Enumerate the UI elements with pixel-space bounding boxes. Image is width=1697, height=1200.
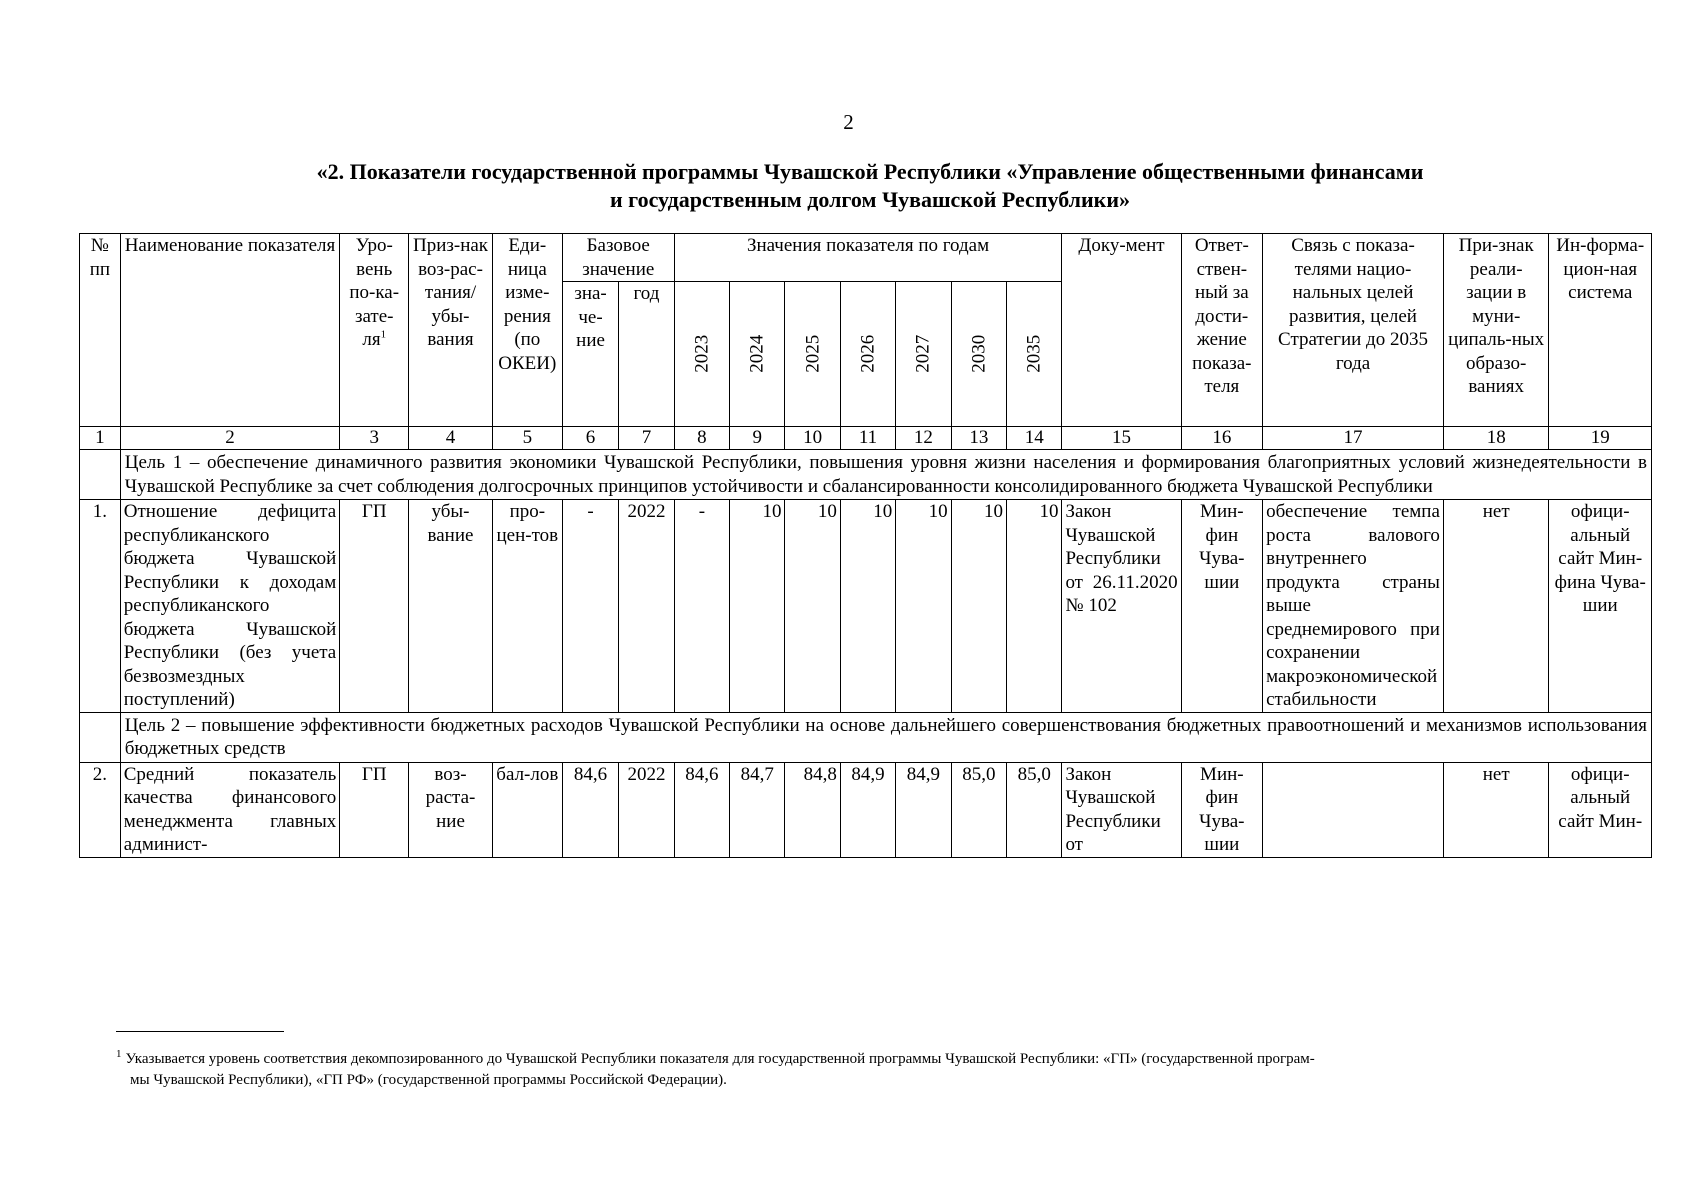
row-value: 10 — [951, 500, 1006, 713]
column-number: 1 — [80, 427, 121, 450]
header-year: 2027 — [896, 282, 951, 427]
row-value: 10 — [730, 500, 785, 713]
row-base-value: 84,6 — [562, 762, 618, 857]
row-value: 84,8 — [785, 762, 840, 857]
footnote — [116, 1044, 1596, 1091]
column-number: 15 — [1062, 427, 1181, 450]
table-row — [80, 762, 1652, 857]
row-unit: про-цен-тов — [492, 500, 562, 713]
row-responsible: Мин-фин Чува-шии — [1181, 762, 1263, 857]
header-link: Связь с показа-телями нацио-нальных целей развития, целей Стратегии до 2035 года — [1263, 234, 1444, 427]
header-info-system: Ин-форма-цион-ная система — [1549, 234, 1652, 427]
row-municipal: нет — [1443, 762, 1549, 857]
row-info-system: офици-альный сайт Мин-фина Чува-шии — [1549, 500, 1652, 713]
header-year: 2024 — [730, 282, 785, 427]
column-number: 10 — [785, 427, 840, 450]
goal-spacer — [80, 712, 121, 762]
column-number: 2 — [120, 427, 339, 450]
header-year: 2035 — [1007, 282, 1062, 427]
column-number-row — [80, 427, 1652, 450]
row-value: 84,7 — [730, 762, 785, 857]
column-number: 3 — [340, 427, 409, 450]
row-value: 10 — [785, 500, 840, 713]
column-number: 5 — [492, 427, 562, 450]
page-title — [130, 158, 1610, 214]
row-document: Закон Чувашской Республики от 26.11.2020 № 102 — [1062, 500, 1181, 713]
row-link — [1263, 762, 1444, 857]
footnote-line-1: $^1$ Указывается уровень соответствия декомпозированного до Чувашской Республики показателя для государственной программы Чувашской Республики: «ГП» (государственной програм- — [116, 1048, 1315, 1067]
column-number: 9 — [730, 427, 785, 450]
header-base-year: год — [619, 282, 674, 427]
column-number: 18 — [1443, 427, 1549, 450]
footnote-line-2: мы Чувашской Республики), «ГП РФ» (государственной программы Российской Федерации). — [130, 1072, 727, 1088]
footnote-divider — [116, 1031, 284, 1032]
column-number: 4 — [409, 427, 493, 450]
title-line-1: «2. Показатели государственной программы Чувашской Республики «Управление общественными финансами — [316, 159, 1424, 184]
row-value: 84,9 — [896, 762, 951, 857]
column-number: 19 — [1549, 427, 1652, 450]
indicators-table — [79, 233, 1652, 858]
goal-row — [80, 712, 1652, 762]
header-no: № пп — [80, 234, 121, 427]
table-row — [80, 500, 1652, 713]
column-number: 13 — [951, 427, 1006, 450]
header-row — [80, 234, 1652, 282]
row-name: Средний показатель качества финансового менеджмента главных админист- — [120, 762, 339, 857]
goal-row — [80, 450, 1652, 500]
row-value: 84,9 — [840, 762, 895, 857]
header-responsible: Ответ-ствен-ный за дости-жение показа-теля — [1181, 234, 1263, 427]
row-no: 2. — [80, 762, 121, 857]
row-level: ГП — [340, 762, 409, 857]
column-number: 8 — [674, 427, 729, 450]
column-number: 17 — [1263, 427, 1444, 450]
footnote-ref: 1 — [380, 328, 387, 341]
header-year: 2030 — [951, 282, 1006, 427]
header-document: Доку-мент — [1062, 234, 1181, 427]
header-unit: Еди-ница изме-рения (по ОКЕИ) — [492, 234, 562, 427]
header-values-by-year: Значения показателя по годам — [674, 234, 1062, 282]
row-base-value: - — [562, 500, 618, 713]
goal-2: Цель 2 – повышение эффективности бюджетных расходов Чувашской Республики на основе дальнейшего совершенствования бюджетных правоотношений и механизмов использования бюджетных средств — [120, 712, 1651, 762]
footnote-mark: 1 — [116, 1048, 122, 1060]
header-year: 2025 — [785, 282, 840, 427]
row-value: 85,0 — [951, 762, 1006, 857]
header-level: Уро-вень $по-ка-зате-ля^1$ — [340, 234, 409, 427]
row-municipal: нет — [1443, 500, 1549, 713]
page-number: 2 — [843, 110, 854, 134]
header-base-value: зна-че-ние — [562, 282, 618, 427]
title-line-2: и государственным долгом Чувашской Республики» — [609, 187, 1131, 212]
row-unit: бал-лов — [492, 762, 562, 857]
row-document: Закон Чувашской Республики от — [1062, 762, 1181, 857]
header-municipal: При-знак реали-зации в муни-ципаль-ных образо-ваниях — [1443, 234, 1549, 427]
column-number: 11 — [840, 427, 895, 450]
row-info-system: офици-альный сайт Мин- — [1549, 762, 1652, 857]
header-year: 2026 — [840, 282, 895, 427]
goal-1: Цель 1 – обеспечение динамичного развития экономики Чувашской Республики, повышения уровня жизни населения и формирования благоприятных условий жизнедеятельности в Чувашской Республике за счет соблюдения долгосрочных принципов устойчивости и сбалансированности консолидированного бюджета Чувашской Республики — [120, 450, 1651, 500]
row-responsible: Мин-фин Чува-шии — [1181, 500, 1263, 713]
row-no: 1. — [80, 500, 121, 713]
row-value: 10 — [1007, 500, 1062, 713]
row-level: ГП — [340, 500, 409, 713]
column-number: 16 — [1181, 427, 1263, 450]
goal-spacer — [80, 450, 121, 500]
header-base: Базовое значение — [562, 234, 674, 282]
row-sign: воз-раста-ние — [409, 762, 493, 857]
row-value: 10 — [896, 500, 951, 713]
column-number: 7 — [619, 427, 674, 450]
row-value: 84,6 — [674, 762, 729, 857]
row-base-year: 2022 — [619, 762, 674, 857]
row-name: Отношение дефицита республиканского бюджета Чувашской Республики к доходам республиканского бюджета Чувашской Республики (без учета безвозмездных поступлений) — [120, 500, 339, 713]
row-value: - — [674, 500, 729, 713]
column-number: 14 — [1007, 427, 1062, 450]
row-link: обеспечение темпа роста валового внутреннего продукта страны выше среднемирового при сохранении макроэкономической стабильности — [1263, 500, 1444, 713]
header-sign: Приз-нак воз-рас-тания/ убы-вания — [409, 234, 493, 427]
row-value: 10 — [840, 500, 895, 713]
row-base-year: 2022 — [619, 500, 674, 713]
row-sign: убы-вание — [409, 500, 493, 713]
row-value: 85,0 — [1007, 762, 1062, 857]
header-name: Наименование показателя — [120, 234, 339, 427]
column-number: 6 — [562, 427, 618, 450]
header-year: 2023 — [674, 282, 729, 427]
column-number: 12 — [896, 427, 951, 450]
